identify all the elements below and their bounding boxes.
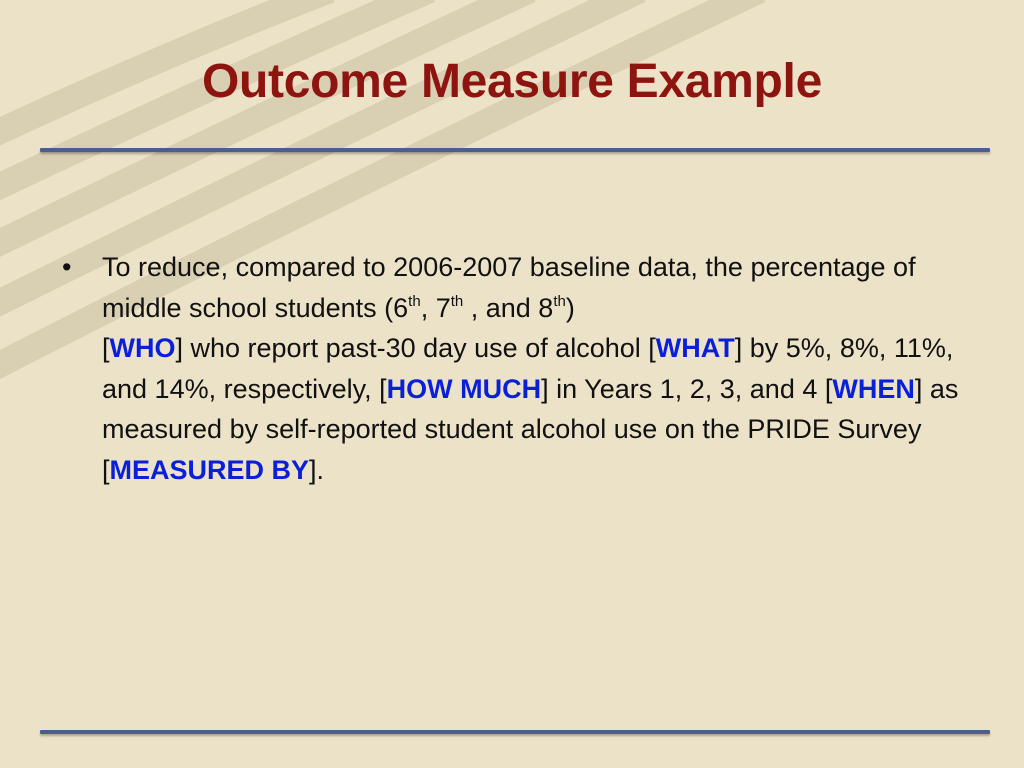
text-segment: [ (102, 454, 110, 485)
bullet-list (62, 247, 962, 490)
tag-when: WHEN (832, 373, 915, 404)
title-divider (40, 148, 990, 152)
superscript: th (450, 292, 464, 310)
text-segment: , 7 (420, 292, 451, 323)
text-segment: ] who report past-30 day use of alcohol [ (175, 333, 656, 363)
text-segment: ]. (309, 454, 325, 485)
tag-who: WHO (109, 333, 176, 363)
tag-measured-by: MEASURED BY (109, 454, 310, 485)
bullet-icon: • (62, 252, 72, 282)
text-segment: [ (102, 333, 110, 363)
text-segment: , and 8 (463, 292, 554, 323)
text-segment: ) (565, 292, 575, 323)
text-segment: ] in Years 1, 2, 3, and 4 [ (541, 373, 833, 404)
tag-what: WHAT (655, 333, 735, 363)
slide-title: Outcome Measure Example (201, 55, 822, 108)
text-segment: ] by 5%, 8%, 11%, and 14%, respectively, [ (102, 333, 954, 404)
superscript: th (408, 292, 421, 310)
text-segment: ] as measured by self-reported student alcohol use on the PRIDE Survey (102, 373, 959, 444)
footer-divider (40, 730, 990, 734)
superscript: th (553, 292, 566, 310)
text-segment: To reduce, compared to 2006-2007 baseline data, the percentage of middle school students (6 (102, 252, 916, 323)
bullet-item (62, 247, 962, 490)
tag-how-much: HOW MUCH (386, 373, 542, 404)
